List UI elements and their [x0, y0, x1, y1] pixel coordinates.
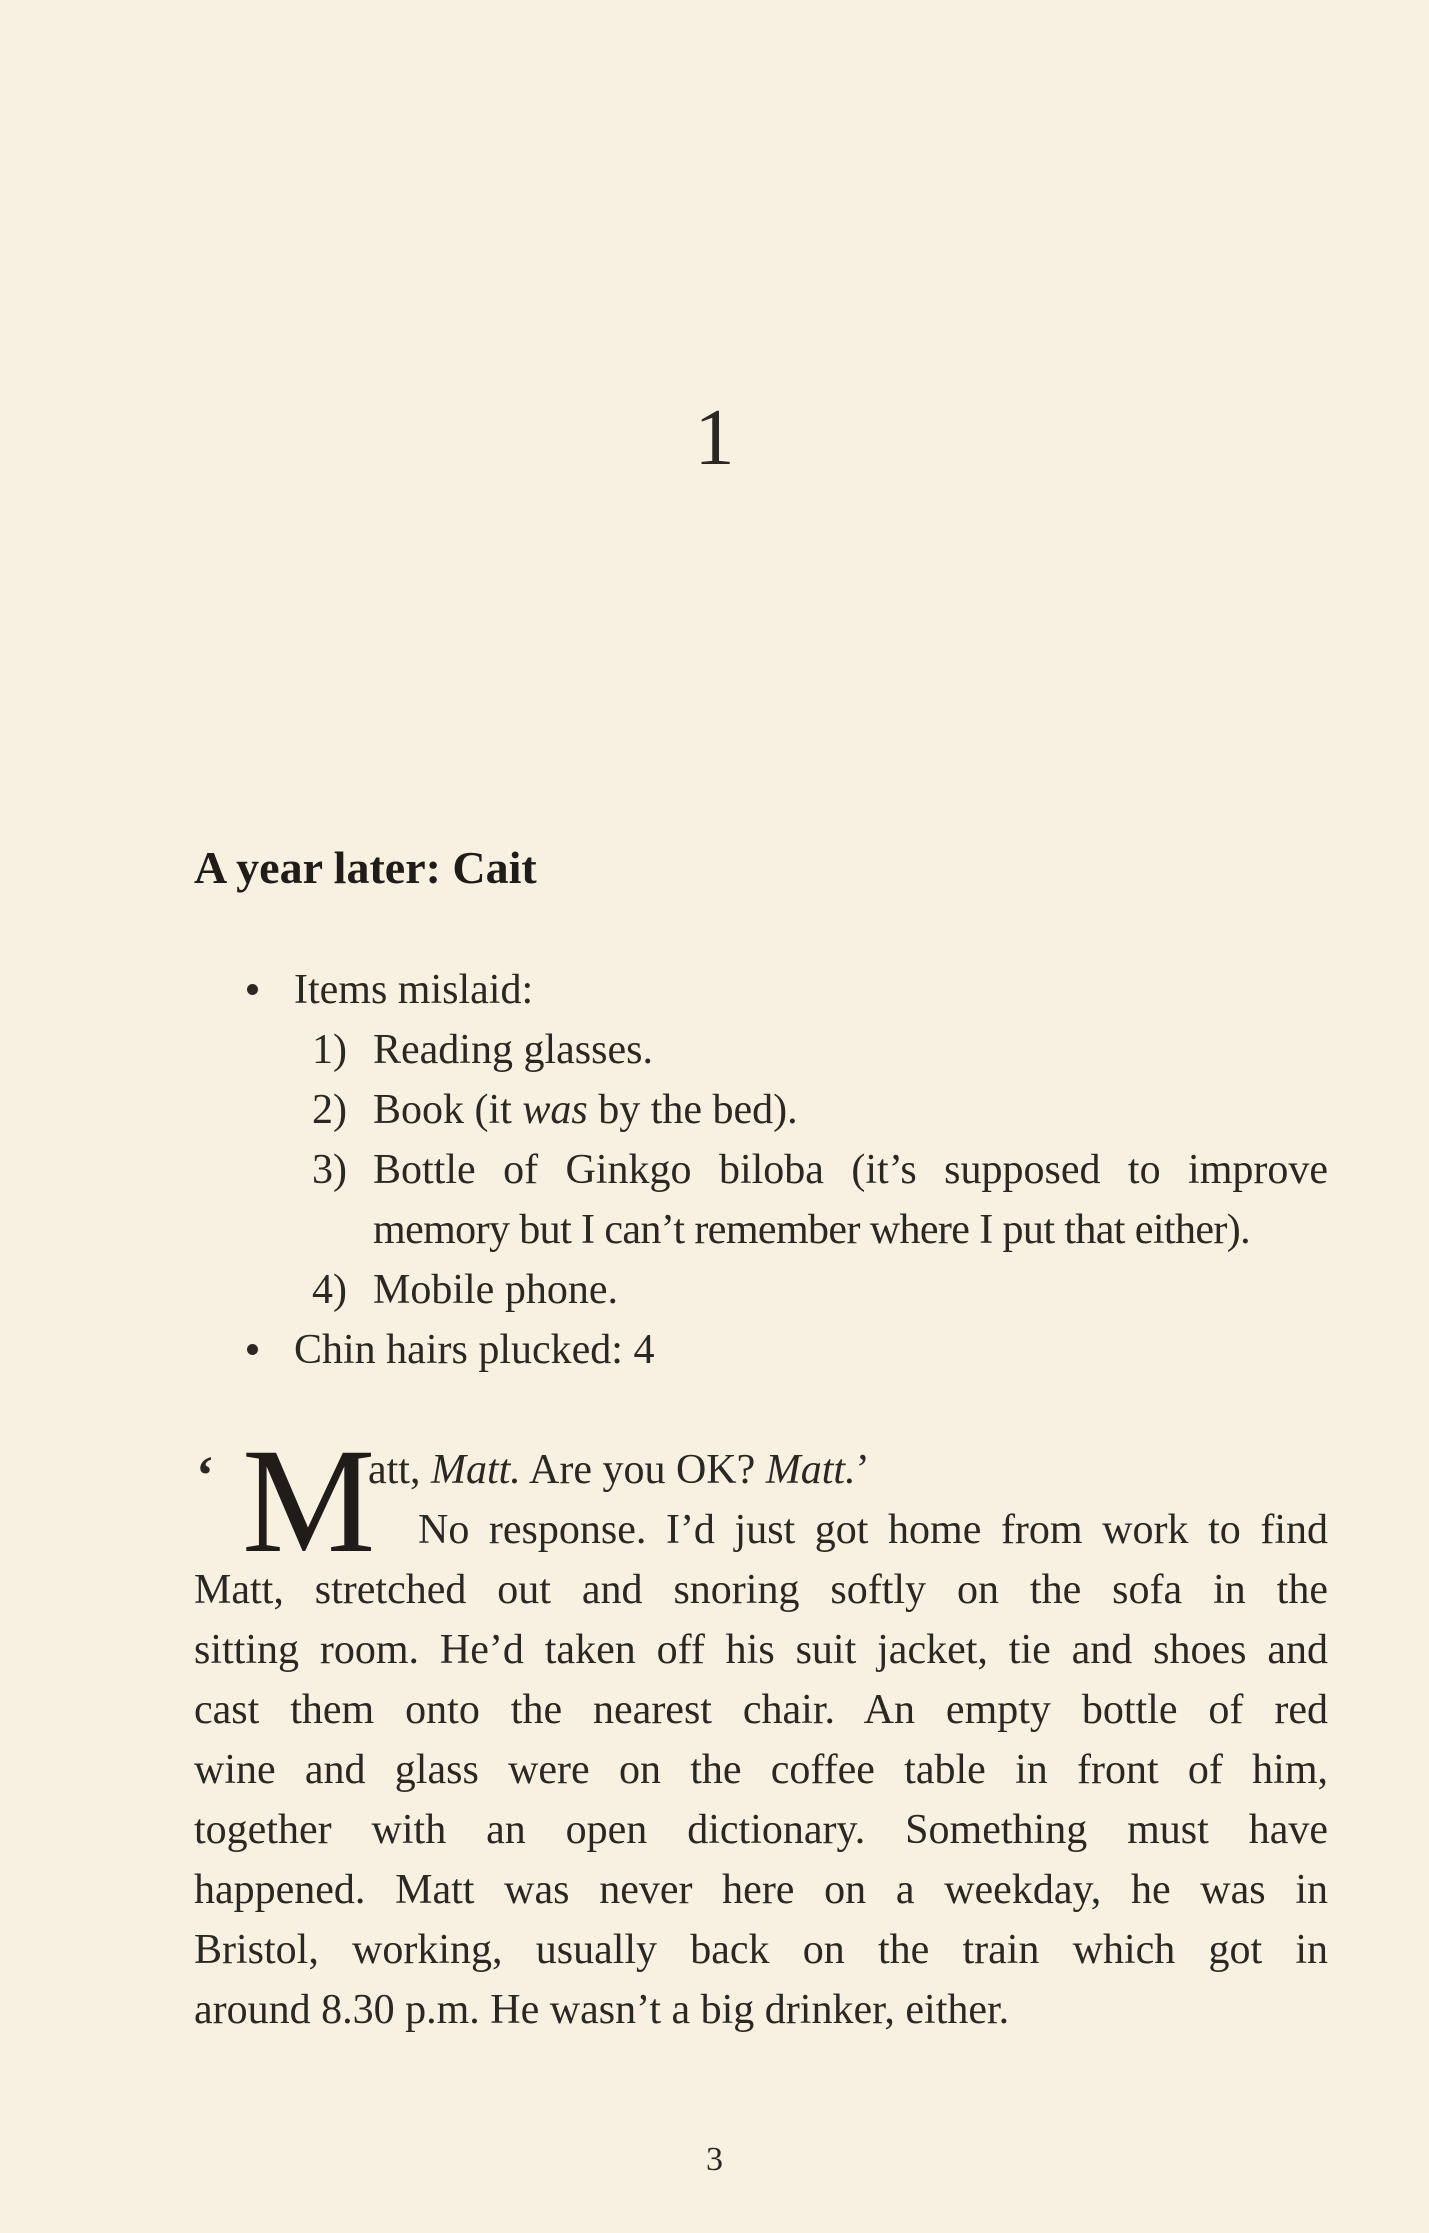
drop-cap: M	[242, 1418, 376, 1584]
body-line: around 8.30 p.m. He wasn’t a big drinker, either.	[194, 1987, 1010, 2033]
page-number: 3	[706, 2141, 723, 2178]
body-line: sitting room. He’d taken off his suit jacket, tie and shoes and	[194, 1627, 1328, 1673]
list-item: Items mislaid:	[294, 967, 534, 1013]
body-line: wine and glass were on the coffee table in front of him,	[194, 1747, 1328, 1793]
body-line: happened. Matt was never here on a weekday, he was in	[194, 1867, 1328, 1913]
list-number: 2)	[312, 1087, 347, 1133]
body-line: att, Matt. Are you OK? Matt.’	[368, 1447, 870, 1493]
opening-quote-mark: ‘	[196, 1445, 214, 1505]
bullet-icon	[247, 1344, 258, 1355]
list-item-continuation: memory but I can’t remember where I put that either).	[373, 1207, 1251, 1253]
list-item: Book (it was by the bed).	[373, 1087, 798, 1133]
bullet-icon	[247, 984, 258, 995]
section-heading: A year later: Cait	[194, 842, 537, 893]
list-number: 3)	[312, 1147, 347, 1193]
list-item: Reading glasses.	[373, 1027, 653, 1073]
body-line: cast them onto the nearest chair. An empty bottle of red	[194, 1687, 1328, 1733]
body-line: Matt, stretched out and snoring softly on the sofa in the	[194, 1567, 1328, 1613]
body-line: Bristol, working, usually back on the train which got in	[194, 1927, 1328, 1973]
body-line: together with an open dictionary. Something must have	[194, 1807, 1328, 1853]
list-item: Bottle of Ginkgo biloba (it’s supposed to improve	[373, 1147, 1328, 1193]
list-number: 1)	[312, 1027, 347, 1073]
body-line: No response. I’d just got home from work to find	[418, 1507, 1328, 1553]
chapter-number: 1	[694, 394, 735, 482]
list-item: Chin hairs plucked: 4	[294, 1327, 655, 1373]
list-number: 4)	[312, 1267, 347, 1313]
list-item: Mobile phone.	[373, 1267, 618, 1313]
